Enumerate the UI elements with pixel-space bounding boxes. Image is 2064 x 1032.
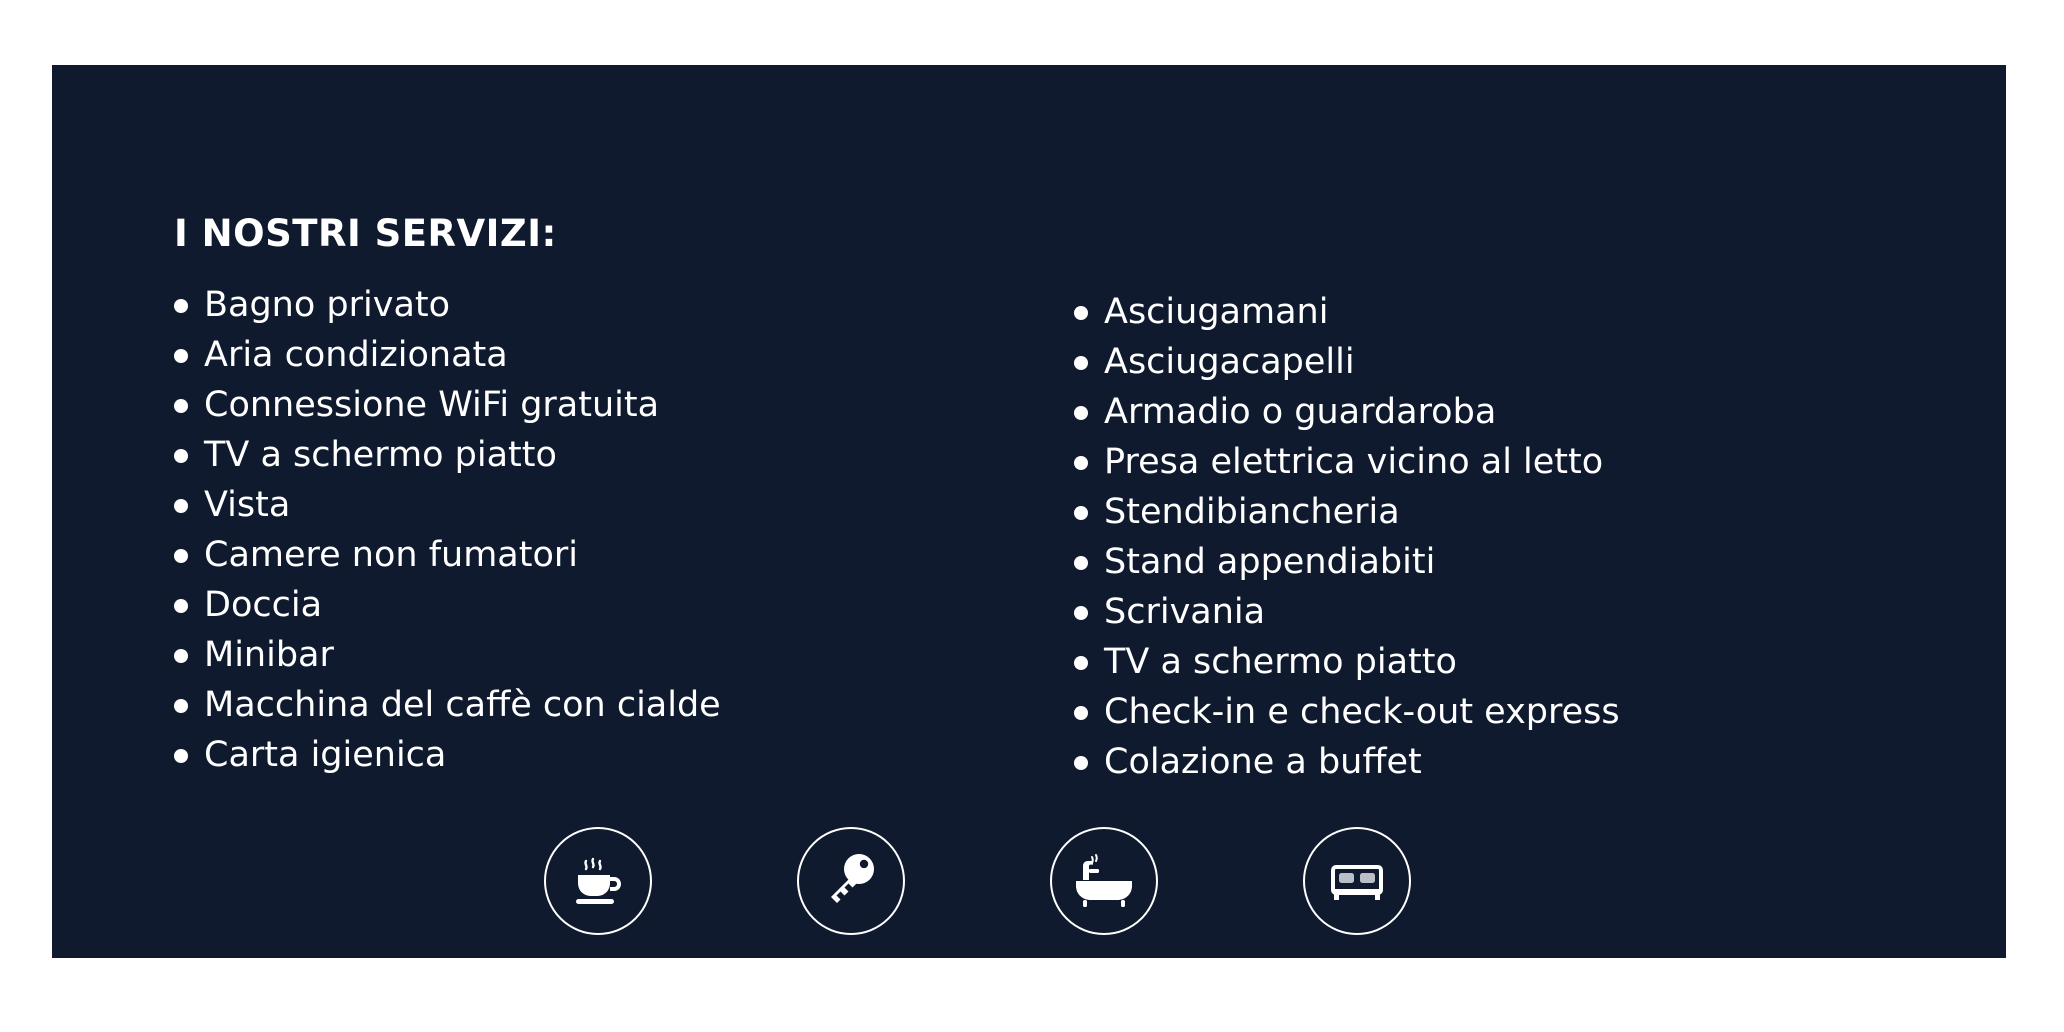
bullet-icon xyxy=(1074,456,1088,470)
services-right-column xyxy=(1074,280,1934,787)
list-item-label: Aria condizionata xyxy=(204,335,508,375)
list-item-label: Asciugamani xyxy=(1104,292,1329,332)
list-item-label: TV a schermo piatto xyxy=(1104,642,1457,682)
bullet-icon xyxy=(174,449,188,463)
bullet-icon xyxy=(174,499,188,513)
list-item xyxy=(1074,287,1934,337)
list-item-label: Doccia xyxy=(204,585,323,625)
list-item-label: Macchina del caffè con cialde xyxy=(204,685,721,725)
bullet-icon xyxy=(174,699,188,713)
list-item-label: Check-in e check-out express xyxy=(1104,692,1620,732)
services-left-column xyxy=(174,280,1074,780)
list-item-label: Bagno privato xyxy=(204,285,451,325)
bullet-icon xyxy=(1074,356,1088,370)
bullet-icon xyxy=(1074,756,1088,770)
list-item xyxy=(174,430,1074,480)
bullet-icon xyxy=(1074,506,1088,520)
bullet-icon xyxy=(1074,606,1088,620)
list-item xyxy=(1074,737,1934,787)
list-item xyxy=(174,280,1074,330)
coffee-cup-icon xyxy=(544,827,652,935)
list-item xyxy=(1074,537,1934,587)
bullet-icon xyxy=(1074,556,1088,570)
bullet-icon xyxy=(1074,406,1088,420)
services-card xyxy=(52,65,2006,958)
list-item xyxy=(1074,637,1934,687)
list-item-label: Scrivania xyxy=(1104,592,1266,632)
list-item-label: Minibar xyxy=(204,635,334,675)
list-item xyxy=(1074,587,1934,637)
list-item xyxy=(174,730,1074,780)
page-title: I NOSTRI SERVIZI: xyxy=(174,212,557,255)
list-item xyxy=(1074,487,1934,537)
bed-icon xyxy=(1303,827,1411,935)
list-item-label: Connessione WiFi gratuita xyxy=(204,385,660,425)
list-item-label: Stand appendiabiti xyxy=(1104,542,1436,582)
list-item xyxy=(1074,387,1934,437)
bullet-icon xyxy=(174,649,188,663)
bullet-icon xyxy=(174,599,188,613)
list-item xyxy=(174,480,1074,530)
key-icon xyxy=(797,827,905,935)
amenity-icons-row xyxy=(544,827,1411,935)
bullet-icon xyxy=(174,549,188,563)
services-columns xyxy=(174,280,1934,787)
bathtub-icon xyxy=(1050,827,1158,935)
list-item-label: Stendibiancheria xyxy=(1104,492,1400,532)
bullet-icon xyxy=(1074,306,1088,320)
list-item xyxy=(1074,337,1934,387)
bullet-icon xyxy=(174,399,188,413)
list-item xyxy=(1074,687,1934,737)
list-item xyxy=(174,330,1074,380)
list-item-label: Vista xyxy=(204,485,291,525)
list-item-label: Camere non fumatori xyxy=(204,535,578,575)
list-item xyxy=(174,380,1074,430)
list-item xyxy=(174,580,1074,630)
bullet-icon xyxy=(1074,656,1088,670)
list-item-label: Armadio o guardaroba xyxy=(1104,392,1497,432)
list-item xyxy=(174,630,1074,680)
bullet-icon xyxy=(174,749,188,763)
list-item-label: Asciugacapelli xyxy=(1104,342,1355,382)
bullet-icon xyxy=(174,299,188,313)
list-item-label: Colazione a buffet xyxy=(1104,742,1422,782)
list-item xyxy=(174,680,1074,730)
bullet-icon xyxy=(174,349,188,363)
list-item-label: Presa elettrica vicino al letto xyxy=(1104,442,1604,482)
bullet-icon xyxy=(1074,706,1088,720)
list-item xyxy=(174,530,1074,580)
list-item-label: TV a schermo piatto xyxy=(204,435,557,475)
list-item-label: Carta igienica xyxy=(204,735,447,775)
list-item xyxy=(1074,437,1934,487)
